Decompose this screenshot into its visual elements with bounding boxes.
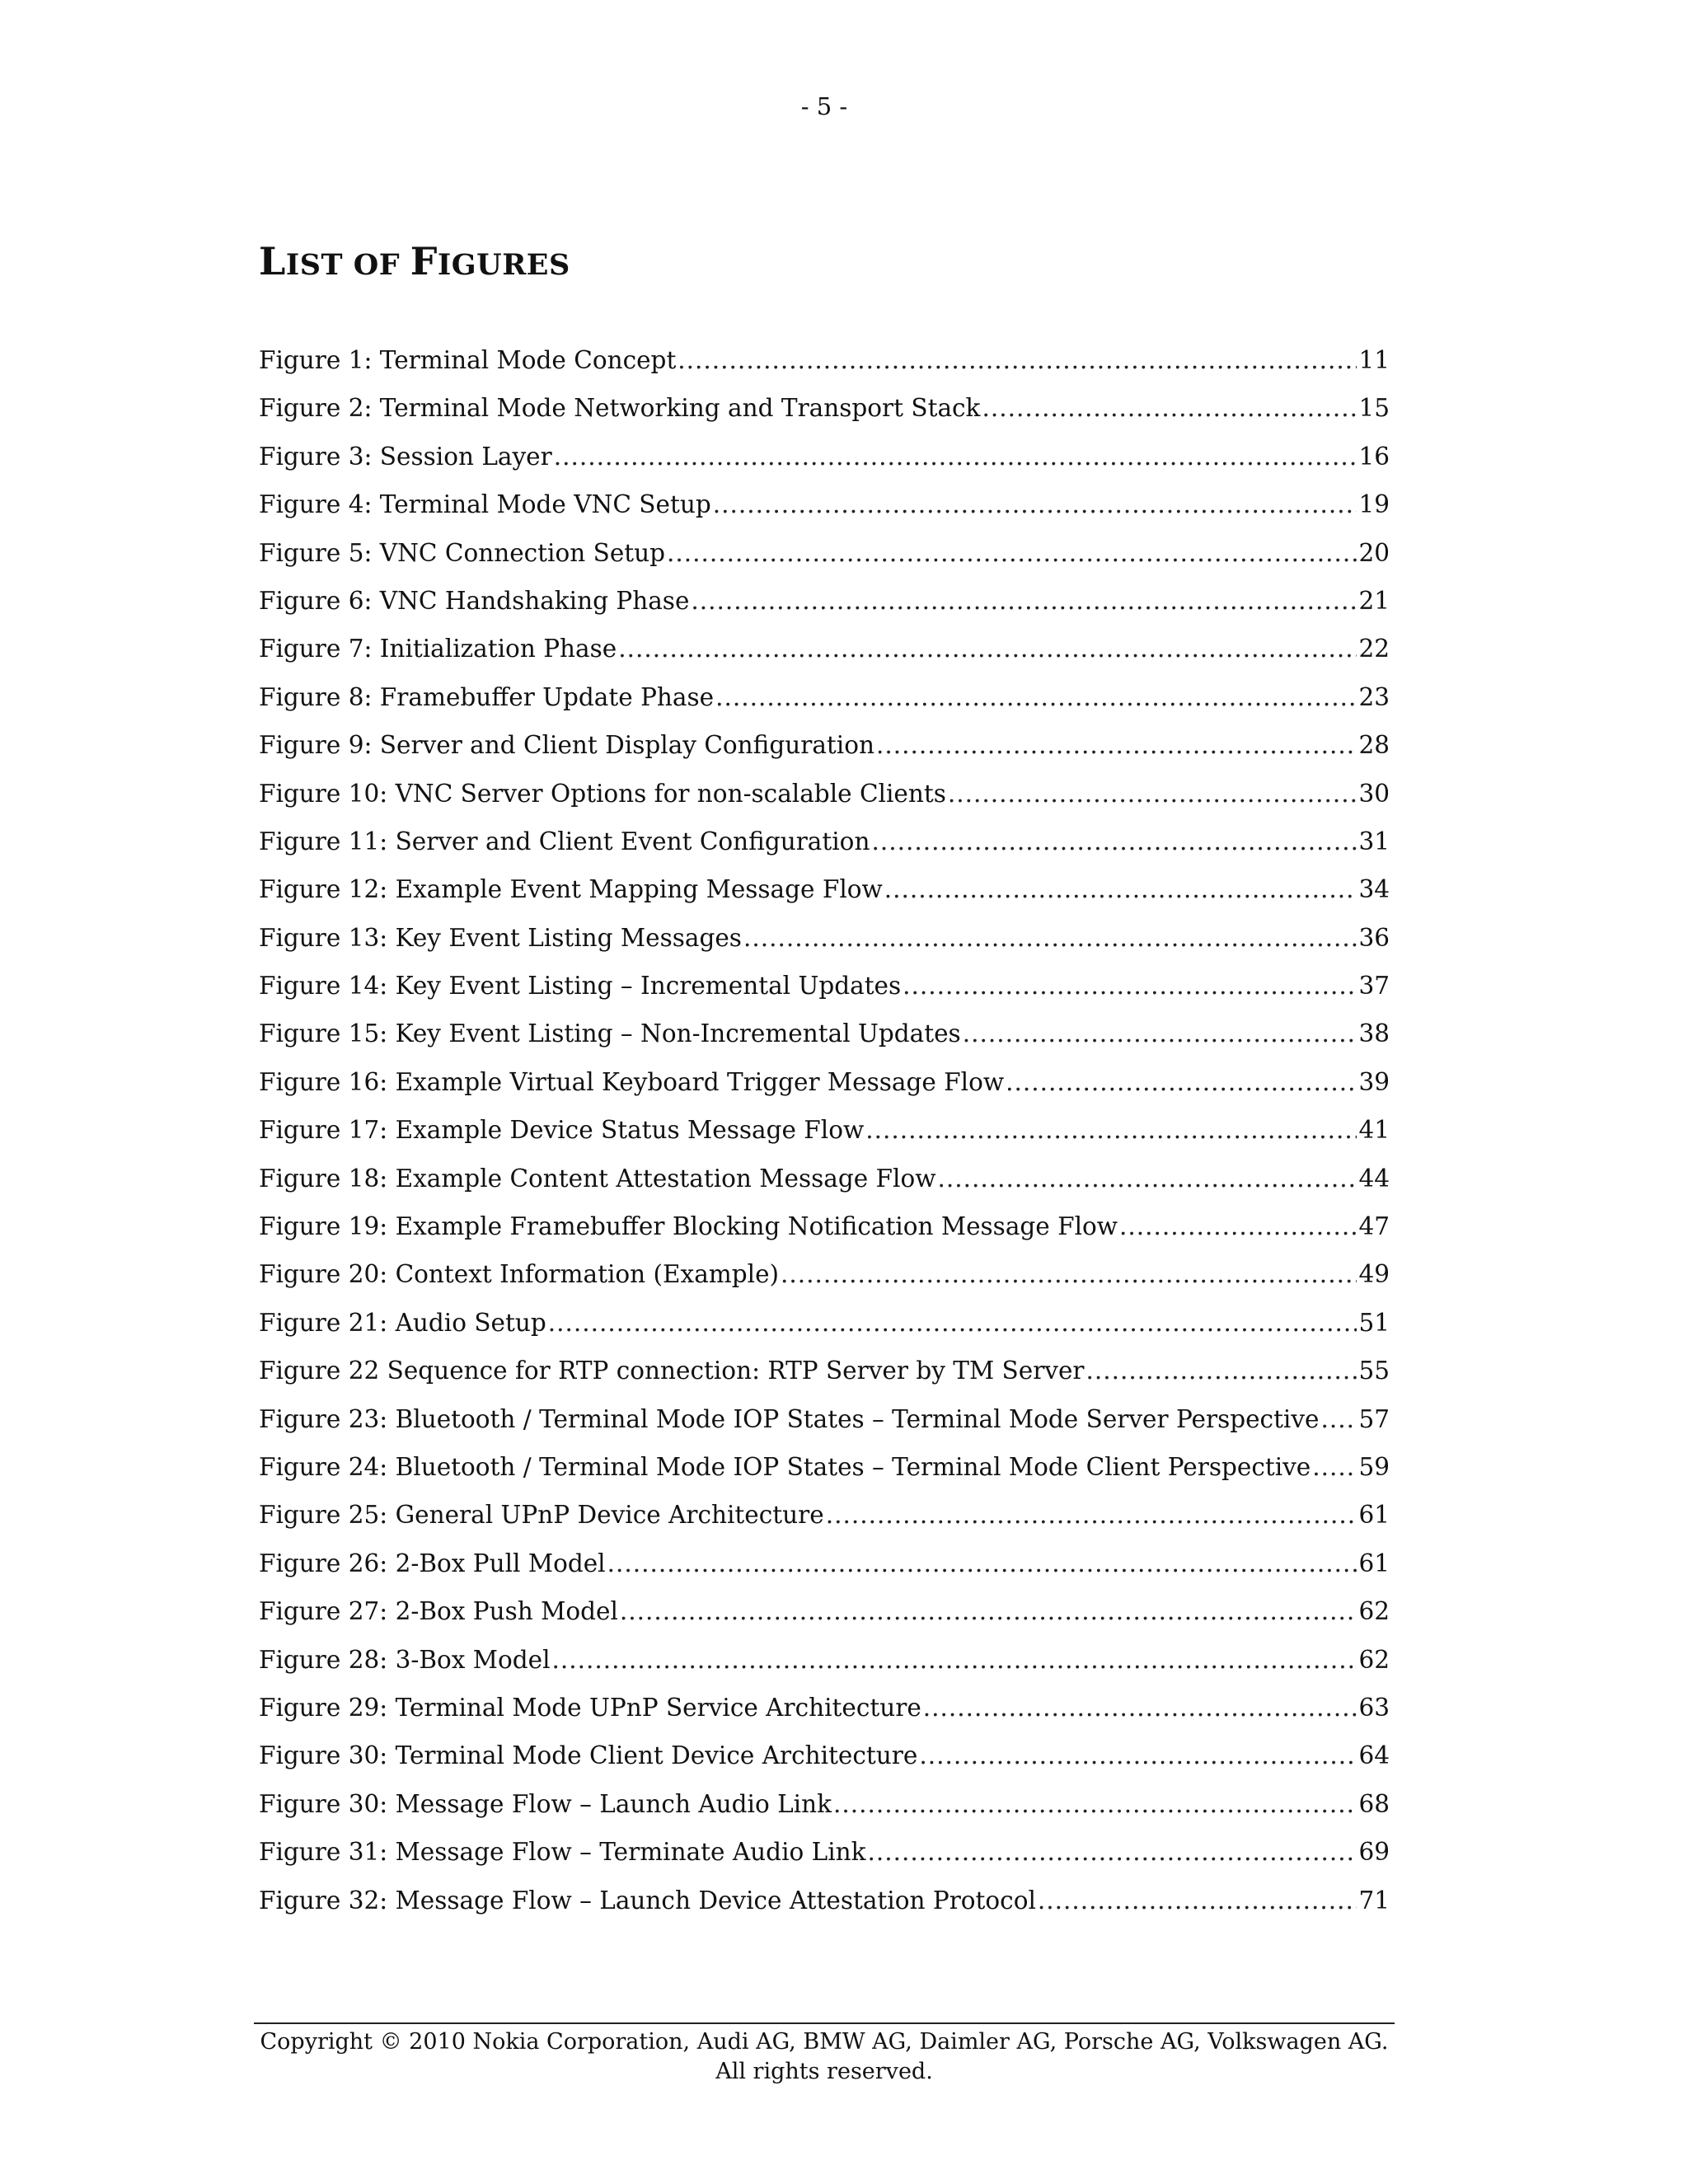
toc-entry[interactable] <box>259 972 1390 1019</box>
toc-dot-leader <box>548 1309 1357 1337</box>
toc-entry[interactable] <box>259 635 1390 682</box>
toc-entry-title: Figure 15: Key Event Listing – Non-Incremental Updates <box>259 1019 961 1048</box>
toc-entry-title: Figure 13: Key Event Listing Messages <box>259 923 742 952</box>
toc-dot-leader <box>923 1694 1357 1722</box>
toc-entry[interactable] <box>259 1212 1390 1260</box>
toc-entry-title: Figure 24: Bluetooth / Terminal Mode IOP States – Terminal Mode Client Perspective <box>259 1452 1311 1481</box>
toc-entry-title: Figure 32: Message Flow – Launch Device Attestation Protocol <box>259 1886 1036 1915</box>
toc-dot-leader <box>948 780 1357 808</box>
toc-entry-title: Figure 28: 3-Box Model <box>259 1645 551 1674</box>
toc-entry-title: Figure 9: Server and Client Display Configuration <box>259 731 874 760</box>
toc-dot-leader <box>865 1116 1357 1144</box>
toc-entry-page: 71 <box>1358 1886 1390 1915</box>
toc-entry[interactable] <box>259 1838 1390 1886</box>
toc-dot-leader <box>552 1646 1357 1674</box>
toc-dot-leader <box>982 394 1357 422</box>
toc-entry-title: Figure 4: Terminal Mode VNC Setup <box>259 490 711 519</box>
toc-entry-title: Figure 20: Context Information (Example) <box>259 1260 780 1289</box>
toc-entry-page: 49 <box>1358 1260 1390 1289</box>
toc-dot-leader <box>871 827 1357 855</box>
page-number: - 5 - <box>800 92 848 120</box>
title-initial-l: L <box>259 239 286 284</box>
toc-entry-title: Figure 30: Message Flow – Launch Audio Link <box>259 1789 832 1818</box>
toc-entry[interactable] <box>259 780 1390 827</box>
toc-entry-page: 36 <box>1358 923 1390 952</box>
toc-dot-leader <box>620 1597 1357 1625</box>
toc-entry[interactable] <box>259 924 1390 972</box>
footer-divider <box>254 2022 1395 2024</box>
toc-entry[interactable] <box>259 587 1390 635</box>
toc-entry-page: 23 <box>1358 682 1390 711</box>
toc-entry[interactable] <box>259 1646 1390 1694</box>
toc-entry[interactable] <box>259 1741 1390 1789</box>
toc-entry-page: 44 <box>1358 1164 1390 1193</box>
toc-dot-leader <box>903 972 1357 1000</box>
toc-entry[interactable] <box>259 539 1390 587</box>
toc-dot-leader <box>1038 1886 1357 1915</box>
toc-entry[interactable] <box>259 1357 1390 1404</box>
toc-dot-leader <box>1321 1405 1357 1433</box>
toc-dot-leader <box>618 635 1357 663</box>
toc-entry[interactable] <box>259 1549 1390 1597</box>
toc-entry[interactable] <box>259 1501 1390 1549</box>
toc-entry[interactable] <box>259 1597 1390 1645</box>
toc-dot-leader <box>868 1838 1357 1866</box>
toc-dot-leader <box>667 539 1357 567</box>
toc-dot-leader <box>715 683 1357 711</box>
toc-entry[interactable] <box>259 1165 1390 1212</box>
title-rest-ist-of: IST OF <box>285 248 410 282</box>
list-of-figures <box>259 346 1390 1934</box>
toc-entry-page: 51 <box>1358 1308 1390 1337</box>
toc-entry-page: 59 <box>1358 1452 1390 1481</box>
toc-entry[interactable] <box>259 394 1390 442</box>
toc-entry-page: 61 <box>1358 1501 1390 1530</box>
toc-entry-page: 31 <box>1358 827 1390 855</box>
toc-entry-title: Figure 11: Server and Client Event Configuration <box>259 827 870 855</box>
toc-dot-leader <box>678 346 1357 374</box>
toc-entry-page: 64 <box>1358 1741 1390 1770</box>
toc-entry-title: Figure 6: VNC Handshaking Phase <box>259 586 690 615</box>
toc-entry-page: 68 <box>1358 1789 1390 1818</box>
toc-entry-page: 34 <box>1358 875 1390 904</box>
toc-entry-title: Figure 26: 2-Box Pull Model <box>259 1549 606 1577</box>
toc-entry-page: 47 <box>1358 1212 1390 1241</box>
toc-entry-page: 16 <box>1358 442 1390 471</box>
toc-dot-leader <box>1006 1068 1357 1096</box>
toc-dot-leader <box>963 1019 1357 1047</box>
toc-entry-page: 62 <box>1358 1645 1390 1674</box>
toc-dot-leader <box>884 875 1357 903</box>
toc-dot-leader <box>937 1165 1357 1193</box>
toc-entry-page: 11 <box>1358 346 1390 374</box>
toc-entry[interactable] <box>259 1694 1390 1741</box>
page-title <box>259 239 570 284</box>
toc-entry-title: Figure 3: Session Layer <box>259 442 552 471</box>
toc-entry-page: 38 <box>1358 1019 1390 1048</box>
toc-entry-title: Figure 16: Example Virtual Keyboard Trigger Message Flow <box>259 1067 1005 1096</box>
rights-line: All rights reserved. <box>715 2059 933 2084</box>
toc-entry-title: Figure 12: Example Event Mapping Message Flow <box>259 875 883 904</box>
toc-entry-page: 62 <box>1358 1597 1390 1626</box>
toc-dot-leader <box>781 1260 1357 1288</box>
copyright-line: Copyright © 2010 Nokia Corporation, Audi AG, BMW AG, Daimler AG, Porsche AG, Volkswagen AG. <box>260 2029 1389 2055</box>
toc-entry-title: Figure 27: 2-Box Push Model <box>259 1597 618 1626</box>
toc-entry-page: 37 <box>1358 972 1390 1001</box>
toc-entry[interactable] <box>259 1453 1390 1501</box>
toc-entry-page: 30 <box>1358 779 1390 808</box>
toc-dot-leader <box>713 490 1357 518</box>
toc-entry[interactable] <box>259 1405 1390 1453</box>
toc-entry-title: Figure 7: Initialization Phase <box>259 635 617 663</box>
toc-entry-page: 61 <box>1358 1549 1390 1577</box>
copyright-footer <box>254 2027 1395 2087</box>
toc-entry-page: 15 <box>1358 394 1390 423</box>
toc-dot-leader <box>826 1501 1357 1529</box>
toc-entry-title: Figure 23: Bluetooth / Terminal Mode IOP States – Terminal Mode Server Perspective <box>259 1404 1320 1433</box>
toc-entry[interactable] <box>259 1068 1390 1116</box>
toc-entry-page: 69 <box>1358 1838 1390 1867</box>
toc-entry-page: 57 <box>1358 1404 1390 1433</box>
toc-dot-leader <box>1086 1357 1357 1385</box>
toc-entry-title: Figure 29: Terminal Mode UPnP Service Architecture <box>259 1693 921 1722</box>
toc-entry[interactable] <box>259 827 1390 875</box>
toc-entry[interactable] <box>259 490 1390 538</box>
toc-entry-title: Figure 18: Example Content Attestation Message Flow <box>259 1164 936 1193</box>
toc-entry-title: Figure 31: Message Flow – Terminate Audio Link <box>259 1838 866 1867</box>
toc-entry[interactable] <box>259 443 1390 490</box>
toc-entry-page: 39 <box>1358 1067 1390 1096</box>
toc-entry-page: 19 <box>1358 490 1390 519</box>
toc-entry-title: Figure 1: Terminal Mode Concept <box>259 346 677 374</box>
toc-entry[interactable] <box>259 346 1390 394</box>
toc-dot-leader <box>833 1790 1357 1818</box>
toc-entry[interactable] <box>259 1886 1390 1934</box>
toc-entry[interactable] <box>259 731 1390 779</box>
toc-dot-leader <box>919 1741 1357 1769</box>
toc-entry-page: 63 <box>1358 1693 1390 1722</box>
toc-entry-title: Figure 5: VNC Connection Setup <box>259 538 666 567</box>
toc-dot-leader <box>607 1549 1357 1577</box>
toc-dot-leader <box>1312 1453 1357 1481</box>
toc-entry[interactable] <box>259 1260 1390 1308</box>
toc-dot-leader <box>554 443 1357 471</box>
toc-entry[interactable] <box>259 683 1390 731</box>
toc-entry[interactable] <box>259 1116 1390 1164</box>
toc-entry-page: 22 <box>1358 635 1390 663</box>
toc-dot-leader <box>691 587 1357 615</box>
toc-entry[interactable] <box>259 1019 1390 1067</box>
toc-entry-title: Figure 17: Example Device Status Message Flow <box>259 1116 865 1145</box>
toc-entry-title: Figure 21: Audio Setup <box>259 1308 546 1337</box>
toc-entry-page: 41 <box>1358 1116 1390 1145</box>
toc-entry-title: Figure 2: Terminal Mode Networking and Transport Stack <box>259 394 981 423</box>
toc-entry-title: Figure 25: General UPnP Device Architecture <box>259 1501 824 1530</box>
toc-entry-page: 21 <box>1358 586 1390 615</box>
toc-dot-leader <box>1119 1212 1357 1240</box>
toc-entry[interactable] <box>259 1790 1390 1838</box>
toc-entry-title: Figure 10: VNC Server Options for non-scalable Clients <box>259 779 946 808</box>
toc-entry-page: 55 <box>1358 1357 1390 1385</box>
toc-dot-leader <box>743 924 1357 952</box>
title-rest-igures: IGURES <box>437 248 570 282</box>
toc-entry-page: 20 <box>1358 538 1390 567</box>
toc-dot-leader <box>876 731 1357 759</box>
toc-entry[interactable] <box>259 1309 1390 1357</box>
toc-entry-title: Figure 8: Framebuffer Update Phase <box>259 682 715 711</box>
toc-entry-title: Figure 22 Sequence for RTP connection: RTP Server by TM Server <box>259 1357 1085 1385</box>
title-initial-f: F <box>410 239 438 284</box>
toc-entry[interactable] <box>259 875 1390 923</box>
toc-entry-page: 28 <box>1358 731 1390 760</box>
toc-entry-title: Figure 19: Example Framebuffer Blocking Notification Message Flow <box>259 1212 1118 1241</box>
toc-entry-title: Figure 14: Key Event Listing – Incremental Updates <box>259 972 902 1001</box>
toc-entry-title: Figure 30: Terminal Mode Client Device Architecture <box>259 1741 918 1770</box>
